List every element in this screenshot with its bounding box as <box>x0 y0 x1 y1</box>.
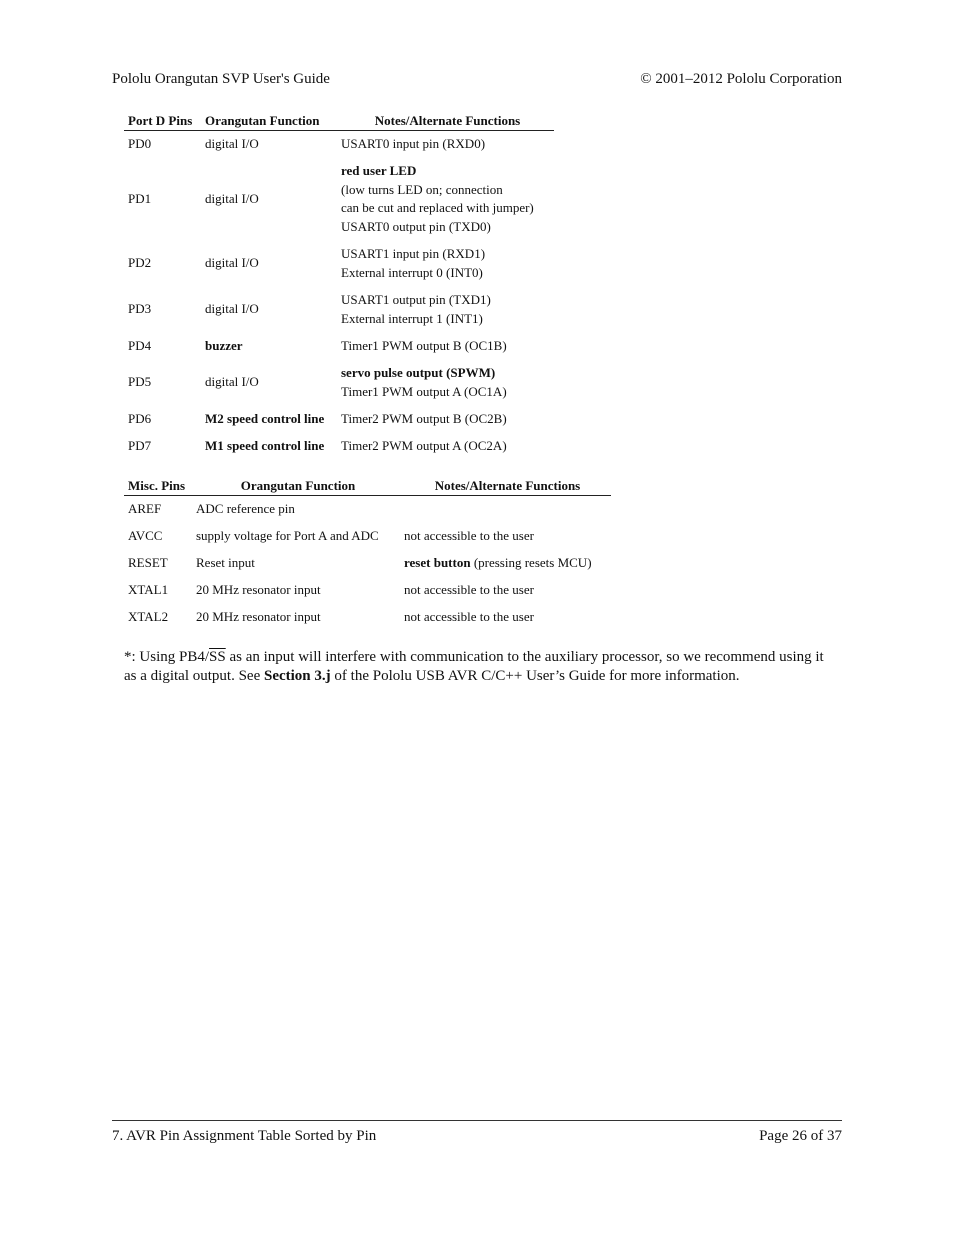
footer-section-title: 7. AVR Pin Assignment Table Sorted by Pin <box>112 1128 377 1144</box>
pin-cell: PD2 <box>128 255 152 271</box>
function-cell: digital I/O <box>205 190 259 206</box>
pin-cell: PD1 <box>128 190 152 206</box>
notes-cell <box>400 577 611 604</box>
notes-text: (pressing resets MCU) <box>470 554 592 570</box>
pin-cell: XTAL1 <box>128 581 169 597</box>
pin-cell: PD6 <box>128 410 152 426</box>
notes-cell <box>337 158 554 241</box>
notes-line: Timer2 PWM output B (OC2B) <box>341 410 507 426</box>
notes-cell <box>337 360 554 406</box>
function-cell: buzzer <box>205 337 243 353</box>
pin-cell: XTAL2 <box>128 608 169 624</box>
notes-cell <box>337 433 554 460</box>
table-row <box>124 333 554 360</box>
footer-divider <box>112 1120 842 1121</box>
notes-line: USART0 output pin (TXD0) <box>341 218 491 234</box>
notes-cell <box>400 523 611 550</box>
notes-line: Timer1 PWM output A (OC1A) <box>341 383 507 399</box>
pin-cell: AVCC <box>128 527 163 543</box>
function-cell: digital I/O <box>205 136 259 151</box>
notes-text: not accessible to the user <box>404 581 534 597</box>
table-header-row <box>124 112 554 131</box>
footnote-text-1: : Using PB4/ <box>131 649 210 665</box>
pin-cell: RESET <box>128 554 168 570</box>
function-cell: Reset input <box>196 554 255 570</box>
column-header-pins: Misc. Pins <box>124 477 192 496</box>
footnote <box>124 648 836 686</box>
table-row <box>124 360 554 406</box>
pin-cell: PD3 <box>128 301 152 317</box>
function-cell: digital I/O <box>205 255 259 271</box>
footnote-text-3: of the Pololu USB AVR C/C++ User’s Guide for more information. <box>330 668 740 684</box>
column-header-pins: Port D Pins <box>124 112 201 131</box>
function-cell: supply voltage for Port A and ADC <box>196 527 379 543</box>
notes-cell <box>400 604 611 631</box>
header-title: Pololu Orangutan SVP User's Guide <box>112 71 330 87</box>
notes-cell <box>400 550 611 577</box>
table-row <box>124 158 554 241</box>
notes-bold: reset button <box>404 554 471 570</box>
notes-line: Timer1 PWM output B (OC1B) <box>341 337 507 353</box>
function-cell: M2 speed control line <box>205 410 325 426</box>
notes-cell <box>400 496 611 523</box>
function-cell: ADC reference pin <box>196 501 295 516</box>
misc-pin-table <box>124 477 611 631</box>
notes-line: red user LED <box>341 163 417 178</box>
notes-line: External interrupt 0 (INT0) <box>341 264 483 280</box>
notes-line: Timer2 PWM output A (OC2A) <box>341 437 507 453</box>
table-row <box>124 131 554 158</box>
table-row <box>124 496 611 523</box>
notes-cell <box>337 131 554 158</box>
function-cell: 20 MHz resonator input <box>196 581 321 597</box>
column-header-notes: Notes/Alternate Functions <box>400 477 611 496</box>
table-row <box>124 433 554 460</box>
column-header-function: Orangutan Function <box>192 477 400 496</box>
footer-page-number: Page 26 of 37 <box>759 1128 842 1144</box>
pin-cell: PD4 <box>128 337 152 353</box>
table-header-row <box>124 477 611 496</box>
footnote-marker: * <box>124 649 132 665</box>
table-row <box>124 406 554 433</box>
table-row <box>124 287 554 333</box>
notes-line: USART1 output pin (TXD1) <box>341 292 491 307</box>
pin-cell: PD7 <box>128 437 152 453</box>
pin-cell: PD0 <box>128 136 152 151</box>
notes-text: not accessible to the user <box>404 527 534 543</box>
notes-cell <box>337 406 554 433</box>
table-row <box>124 523 611 550</box>
pin-cell: AREF <box>128 501 162 516</box>
notes-cell <box>337 287 554 333</box>
table-row <box>124 604 611 631</box>
notes-line: (low turns LED on; connection <box>341 181 503 197</box>
table-row <box>124 550 611 577</box>
port-d-pin-table <box>124 112 554 460</box>
table-row <box>124 577 611 604</box>
footnote-text-2: as an input will interfere with communication to the auxiliary processor, so we recommend using it as a digital output. See <box>124 649 824 684</box>
section-reference-link[interactable]: Section 3.j <box>263 668 331 684</box>
notes-line: USART0 input pin (RXD0) <box>341 136 486 151</box>
footnote-ss-overline: $\overline{SS}$ <box>209 649 226 665</box>
notes-line: USART1 input pin (RXD1) <box>341 246 486 261</box>
header-copyright: © 2001–2012 Pololu Corporation <box>640 71 842 87</box>
function-cell: M1 speed control line <box>205 437 325 453</box>
notes-line: servo pulse output (SPWM) <box>341 365 496 380</box>
notes-cell <box>337 241 554 287</box>
function-cell: digital I/O <box>205 301 259 317</box>
column-header-function: Orangutan Function <box>201 112 337 131</box>
notes-line: External interrupt 1 (INT1) <box>341 310 483 326</box>
function-cell: 20 MHz resonator input <box>196 608 321 624</box>
function-cell: digital I/O <box>205 374 259 390</box>
pin-cell: PD5 <box>128 374 152 390</box>
notes-cell <box>337 333 554 360</box>
notes-text: not accessible to the user <box>404 608 534 624</box>
notes-line: can be cut and replaced with jumper) <box>341 200 534 215</box>
table-row <box>124 241 554 287</box>
column-header-notes: Notes/Alternate Functions <box>337 112 554 131</box>
